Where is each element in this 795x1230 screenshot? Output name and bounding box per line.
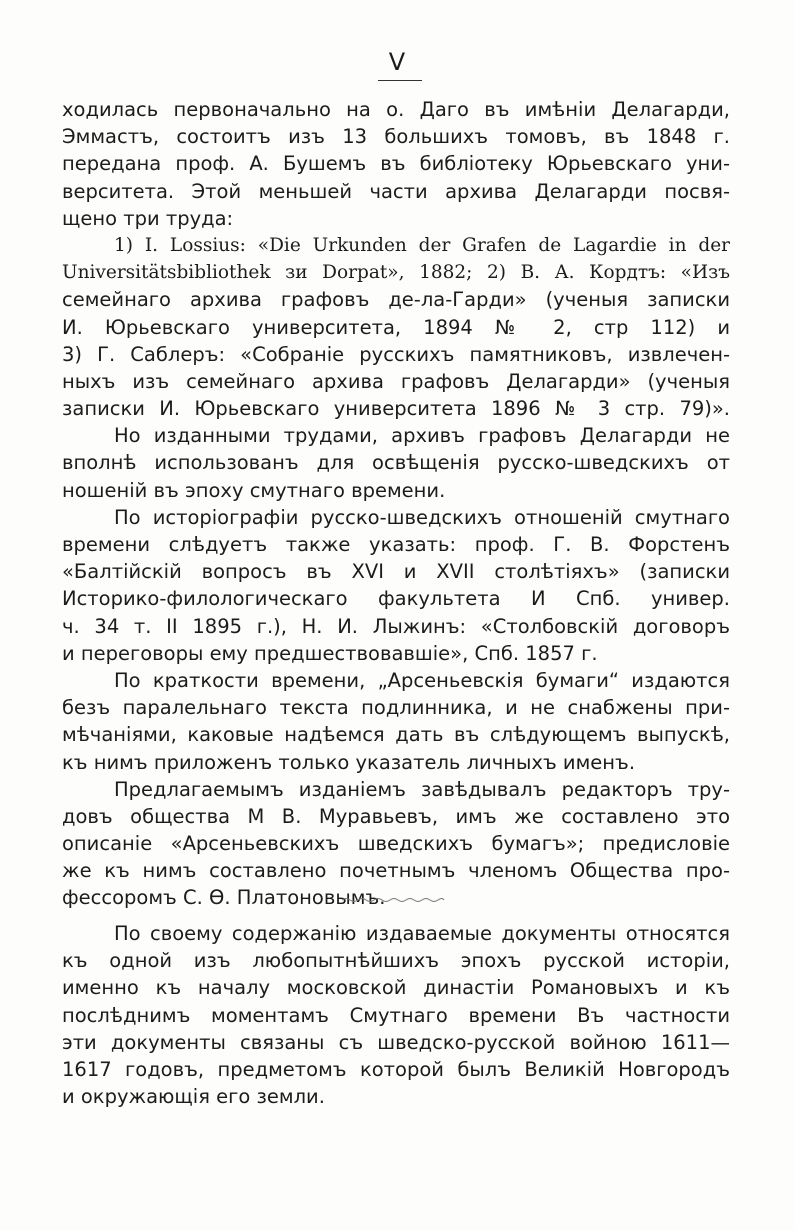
page-number: V [388,48,407,76]
text-line: времени слѣдуетъ также указать: проф. Г. В. Форстенъ [62,533,730,556]
text-line: эти документы связаны съ шведско-русской войною 1611— [62,1030,730,1054]
text-line: 3) Г. Саблеръ: «Собраніе русскихъ памятниковъ, извлечен- [62,342,730,366]
text-line: ходилась первоначально на о. Даго въ имѣніи Делагарди, [62,98,730,121]
text-line: ч. 34 т. II 1895 г.), Н. И. Лыжинъ: «Столбовскій договоръ [62,614,730,638]
text-line: описаніе «Арсеньевскихъ шведскихъ бумагъ»; предисловіе [62,832,730,856]
text-line: ныхъ изъ семейнаго архива графовъ Делагарди» (ученыя [62,369,730,393]
text-line: и окружающія его земли. [62,1085,325,1109]
text-line: довъ общества М В. Муравьевъ, имъ же составлено это [62,804,730,828]
text-line: же къ нимъ составлено почетнымъ членомъ Общества про- [62,859,730,883]
text-line: послѣднимъ моментамъ Смутнаго времени Въ частности [62,1003,730,1027]
text-line: Но изданными трудами, архивъ графовъ Делагарди не [114,424,730,448]
text-line: И. Юрьевскаго университета, 1894 № 2, стр 112) и [62,315,730,339]
text-line: По своему содержанію издаваемые документы относятся [114,922,730,945]
text-line: Историко-филологическаго факультета И Спб. универ. [62,587,730,611]
text-line: семейнаго архива графовъ де-ла-Гарди» (ученыя записки [62,288,730,312]
text-line: щено три труда: [62,206,234,230]
text-line: Эммастъ, состоитъ изъ 13 большихъ томовъ, въ 1848 г. [62,125,730,149]
text-line: фессоромъ С. Ѳ. Платоновымъ. [62,886,386,910]
section-divider-ornament [340,896,446,904]
text-block-second [62,920,730,1110]
page-number-rule [378,80,422,81]
text-line: вполнѣ использованъ для освѣщенія русско-шведскихъ от [62,451,730,475]
text-line: верситета. Этой меньшей части архива Делагарди посвя- [62,179,730,203]
text-line: По краткости времени, „Арсеньевскія бумаги“ издаются [114,668,730,692]
text-line: «Балтійскій вопросъ въ XVI и XVII столѣтіяхъ» (записки [62,560,730,584]
text-line: 1617 годовъ, предметомъ которой былъ Великій Новгородъ [62,1057,730,1081]
text-line: Предлагаемымъ изданіемъ завѣдывалъ редакторъ тру- [114,777,730,801]
text-block-main [62,96,730,912]
text-line: Universitätsbibliothek зи Dorpat», 1882; 2) В. А. Кордтъ: «Изъ [62,262,730,284]
text-line: и переговоры ему предшествовавшіе», Спб. 1857 г. [62,641,598,665]
text-line: ношеній въ эпоху смутнаго времени. [62,478,446,502]
text-line: записки И. Юрьевскаго университета 1896 № 3 стр. 79)». [62,397,730,421]
text-line: безъ паралельнаго текста подлинника, и не снабжены при- [62,696,730,720]
text-line: къ нимъ приложенъ только указатель личныхъ именъ. [62,750,636,774]
text-line: къ одной изъ любопытнѣйшихъ эпохъ русской исторіи, [62,949,730,973]
text-line: 1) I. Lossius: «Die Urkunden der Grafen de Lagardie in der [114,234,730,256]
text-line: именно къ началу московской династіи Романовыхъ и къ [62,976,730,1000]
text-line: передана проф. А. Бушемъ въ библіотеку Юрьевскаго уни- [62,152,730,176]
text-line: мѣчаніями, каковые надѣемся дать въ слѣдующемъ выпускѣ, [62,723,730,747]
text-line: По исторіографіи русско-шведскихъ отношеній смутнаго [114,505,730,529]
